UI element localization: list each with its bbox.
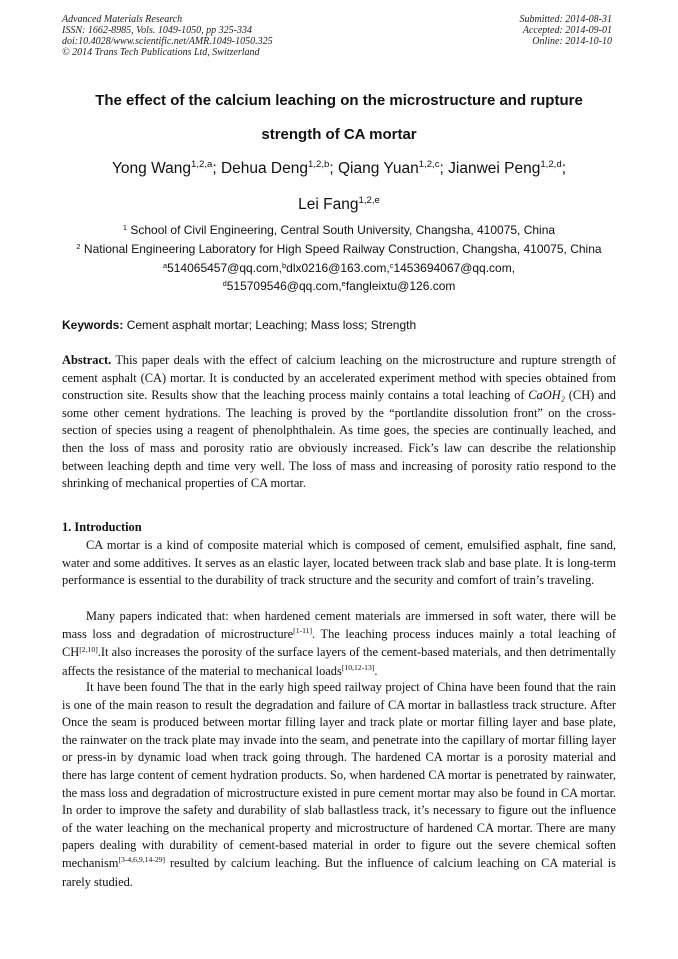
citation: [2,10] — [79, 644, 98, 654]
email-mark: c — [389, 260, 394, 270]
keywords-label: Keywords: — [62, 318, 124, 332]
journal-doi: doi:10.4028/www.scientific.net/AMR.1049-1050.325 — [62, 36, 273, 47]
paragraph-text: . The leaching process induces mainly a total leaching of CH — [62, 626, 616, 660]
affiliation-number: 2 — [76, 241, 81, 251]
author-email: dlx0216@163.com, — [286, 261, 390, 275]
affiliation-1 — [62, 223, 616, 237]
author-affiliation-mark: 1,2,c — [418, 159, 440, 171]
abstract-label: Abstract. — [62, 353, 112, 367]
paragraph — [62, 608, 616, 681]
author-email: 1453694067@qq.com, — [393, 261, 516, 275]
author-list-continued — [62, 196, 616, 214]
author-separator: ; — [329, 160, 338, 177]
abstract-text: (CH) and some other cement hydrations. The leaching is proved by the “portlandite dissolution front” on the cross-section of species using a reagent of phenolphthalein. As time goes, the species are continually leached, and then the loss of mass and porosity ratio are obviously increased. Fick’s law can describe the relationship between leaching depth and time very well. The loss of mass and increasing of porosity ratio respond to the shrinking of mechanical properties of CA mortar. — [62, 388, 616, 491]
submission-dates — [520, 14, 613, 47]
author-affiliation-mark: 1,2,a — [190, 159, 213, 171]
journal-info — [62, 14, 273, 58]
citation: [10,12-13] — [341, 663, 375, 673]
paragraph-text: . — [374, 663, 378, 678]
author-email: 514065457@qq.com, — [167, 261, 283, 275]
citation: [1-11] — [293, 625, 313, 635]
keywords-text: Cement asphalt mortar; Leaching; Mass loss; Strength — [123, 318, 417, 332]
author-emails-line-1 — [62, 261, 616, 275]
author-name: Jianwei Peng — [448, 160, 541, 177]
abstract — [62, 352, 616, 493]
paragraph-text: resulted by calcium leaching. But the influence of calcium leaching on CA material is rarely studied. — [62, 855, 616, 889]
paragraph: CA mortar is a kind of composite material which is composed of cement, emulsified asphalt, fine sand, water and some additives. It serves as an elastic layer, located between track slab and base plate. It is long-term performance is essential to the durability of track structure and the security and comfort of train’s traveling. — [62, 538, 616, 588]
online-date: Online: 2014-10-10 — [532, 36, 612, 47]
author-separator: ; — [561, 160, 566, 177]
author-name: Lei Fang — [298, 196, 359, 213]
author-name: Qiang Yuan — [337, 160, 419, 177]
chemical-formula: CaOH₂ — [528, 388, 565, 403]
journal-name: Advanced Materials Research — [62, 14, 183, 25]
affiliation-number: 1 — [122, 222, 128, 232]
author-emails-line-2 — [62, 279, 616, 293]
paper-title-line-1: The effect of the calcium leaching on the microstructure and rupture — [95, 92, 583, 109]
author-separator: ; — [212, 160, 221, 177]
affiliation-text: National Engineering Laboratory for High Speed Railway Construction, Changsha, 410075, China — [80, 242, 602, 256]
paper-title-line-2: strength of CA mortar — [261, 126, 417, 143]
author-email: fangleixtu@126.com — [345, 279, 456, 293]
author-name: Yong Wang — [111, 160, 191, 177]
email-mark: b — [282, 260, 287, 270]
submitted-date: Submitted: 2014-08-31 — [519, 14, 612, 25]
paragraph-text: It have been found The that in the early high speed railway project of China have been found that the rain is one of the main reason to result the degradation and failure of CA mortar in ballastless track structure. After Once the seam is produced between mortar filling layer and track plate or mortar filling layer and base plate, the rainwater on the track plate may invade into the seam, and penetrate into the capillary of mortar filling layer or press-in by dynamic load when track going through. The hardened CA mortar is a porosity material and there has large content of cement hydration products. So, when hardened CA mortar is penetrated by rainwater, the mass loss and degradation of microstructure existed in pure cement mortar may also be found in CA mortar. In order to improve the safety and durability of slab ballastless track, it’s necessary to figure out the influence of the water leaching on the mechanical property and microstructure of hardened CA mortar. There are many papers dealing with durability of cement-based material in order to figure out the severe chemical soften mechanism — [62, 680, 616, 870]
email-mark: d — [222, 278, 227, 288]
author-affiliation-mark: 1,2,e — [358, 195, 380, 207]
citation: [3-4,6,9,14-29] — [118, 855, 166, 865]
paragraph — [62, 679, 616, 891]
author-separator: ; — [439, 160, 449, 177]
author-email: 515709546@qq.com, — [226, 279, 342, 293]
paragraph-text: .It also increases the porosity of the surface layers of the cement-based materials, and then detrimentally affects the resistance of the material to mechanical loads — [62, 645, 616, 678]
paragraph-text: Many papers indicated that: when hardened cement materials are immersed in soft water, there will be mass loss and degradation of microstructure — [62, 609, 616, 641]
author-list — [62, 160, 616, 178]
accepted-date: Accepted: 2014-09-01 — [522, 25, 612, 36]
affiliation-text: School of Civil Engineering, Central South University, Changsha, 410075, China — [127, 223, 556, 237]
abstract-text: This paper deals with the effect of calcium leaching on the microstructure and rupture strength of cement asphalt (CA) mortar. It is conducted by an accelerated experiment method with species obtained from construction site. Results show that the leaching process mainly contains a total leaching of — [62, 353, 616, 403]
journal-issn: ISSN: 1662-8985, Vols. 1049-1050, pp 325-334 — [62, 25, 252, 36]
author-name: Dehua Deng — [220, 160, 308, 177]
affiliation-2 — [62, 242, 616, 256]
email-mark: a — [162, 260, 168, 270]
journal-copyright: © 2014 Trans Tech Publications Ltd, Switzerland — [62, 47, 260, 58]
author-affiliation-mark: 1,2,d — [540, 159, 562, 171]
email-mark: e — [341, 278, 346, 288]
author-affiliation-mark: 1,2,b — [308, 159, 330, 171]
keywords — [62, 318, 416, 332]
section-heading: 1. Introduction — [62, 520, 142, 534]
